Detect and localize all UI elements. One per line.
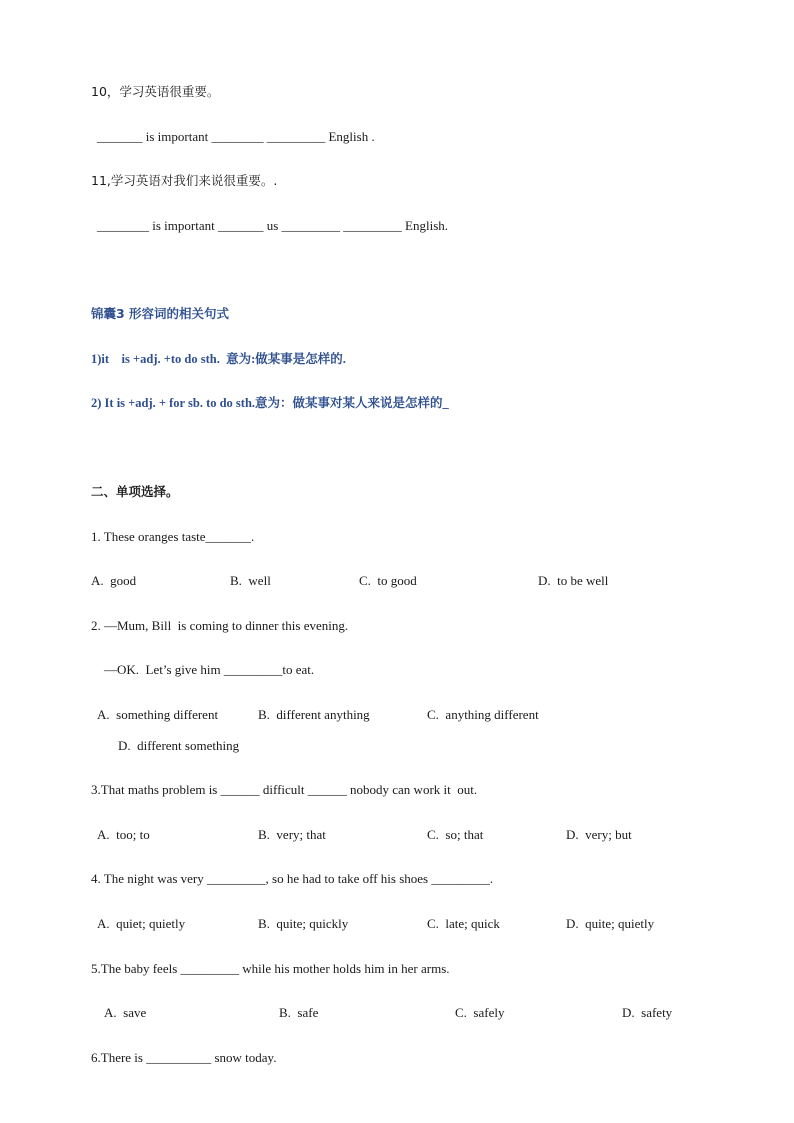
tip-rule-2: 2) It is +adj. + for sb. to do sth.意为：做某事对某人来说是怎样的_ [91, 396, 449, 410]
q2-option-b: B. different anything [258, 707, 370, 722]
q1-option-c: C. to good [359, 573, 417, 588]
question-4-stem: 4. The night was very _________, so he had to take off his shoes _________. [91, 871, 494, 886]
q1-option-d: D. to be well [538, 573, 609, 588]
q3-option-c: C. so; that [427, 827, 484, 842]
q1-option-b: B. well [230, 573, 271, 588]
q4-option-b: B. quite; quickly [258, 916, 349, 931]
q3-option-b: B. very; that [258, 827, 326, 842]
section-heading: 二、单项选择。 [91, 484, 179, 499]
q2-option-d: D. different something [118, 738, 240, 753]
q4-option-d: D. quite; quietly [566, 916, 655, 931]
tip-title: 锦囊3 形容词的相关句式 [91, 306, 230, 321]
q10-sentence: _______ is important ________ _________ English . [97, 129, 375, 144]
q3-option-d: D. very; but [566, 827, 632, 842]
q5-option-b: B. safe [279, 1005, 319, 1020]
q1-option-a: A. good [91, 573, 137, 588]
q10-prompt: 10，学习英语很重要。 [91, 84, 220, 99]
question-2-stem-reply: —OK. Let’s give him _________to eat. [104, 662, 315, 677]
q2-option-a: A. something different [97, 707, 219, 722]
tip-rule-1: 1)it is +adj. +to do sth. 意为:做某事是怎样的. [91, 352, 346, 366]
q5-option-d: D. safety [622, 1005, 673, 1020]
question-2-stem: 2. —Mum, Bill is coming to dinner this evening. [91, 618, 349, 633]
q2-option-c: C. anything different [427, 707, 539, 722]
q5-option-c: C. safely [455, 1005, 505, 1020]
q4-option-a: A. quiet; quietly [97, 916, 186, 931]
question-5-stem: 5.The baby feels _________ while his mother holds him in her arms. [91, 961, 450, 976]
question-1-stem: 1. These oranges taste_______. [91, 529, 255, 544]
q3-option-a: A. too; to [97, 827, 150, 842]
q5-option-a: A. save [104, 1005, 147, 1020]
q11-sentence: ________ is important _______ us _________ _________ English. [97, 218, 448, 233]
q11-prompt: 11,学习英语对我们来说很重要。. [91, 173, 278, 188]
q4-option-c: C. late; quick [427, 916, 500, 931]
question-3-stem: 3.That maths problem is ______ difficult ______ nobody can work it out. [91, 782, 478, 797]
question-6-stem: 6.There is __________ snow today. [91, 1050, 277, 1065]
